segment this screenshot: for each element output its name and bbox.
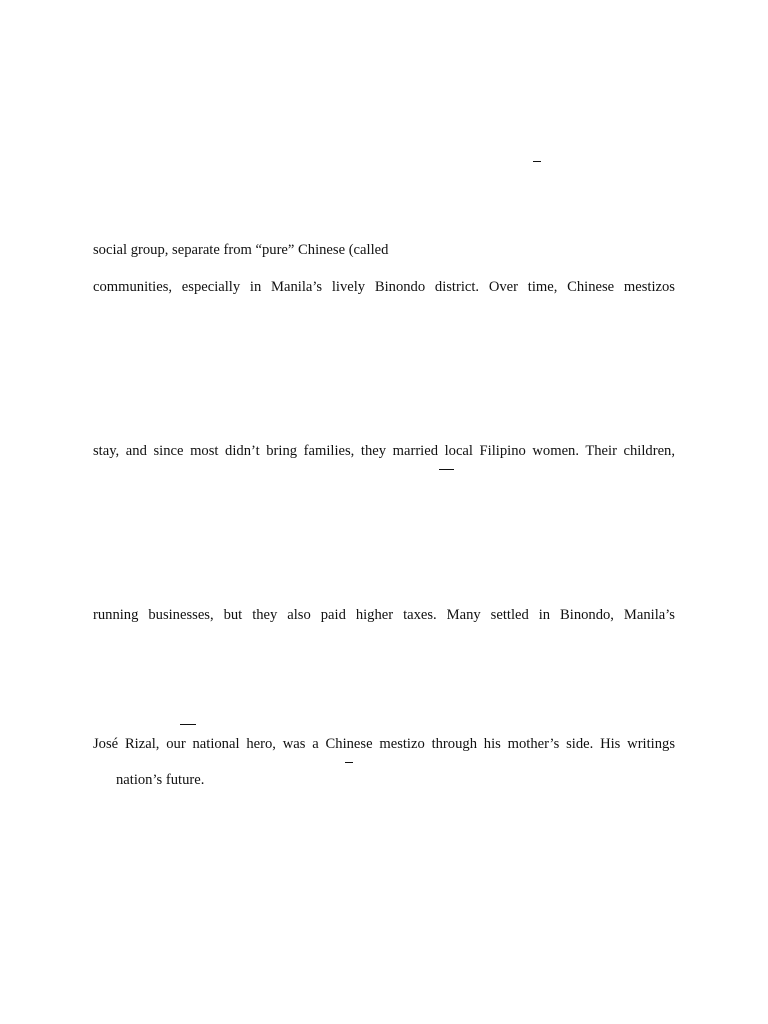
text-line: José Rizal, our national hero, was a Chinese mestizo through his mother’s side. His writings — [93, 736, 675, 752]
dash-mark — [439, 469, 454, 470]
dash-mark — [180, 724, 196, 725]
text-line: communities, especially in Manila’s lively Binondo district. Over time, Chinese mestizos — [93, 279, 675, 295]
dash-mark — [533, 161, 541, 162]
text-line: nation’s future. — [116, 772, 205, 788]
dash-mark — [345, 762, 353, 763]
text-line: social group, separate from “pure” Chinese (called — [93, 242, 389, 258]
text-line: stay, and since most didn’t bring families, they married local Filipino women. Their children, — [93, 443, 675, 459]
text-line: running businesses, but they also paid higher taxes. Many settled in Binondo, Manila’s — [93, 607, 675, 623]
